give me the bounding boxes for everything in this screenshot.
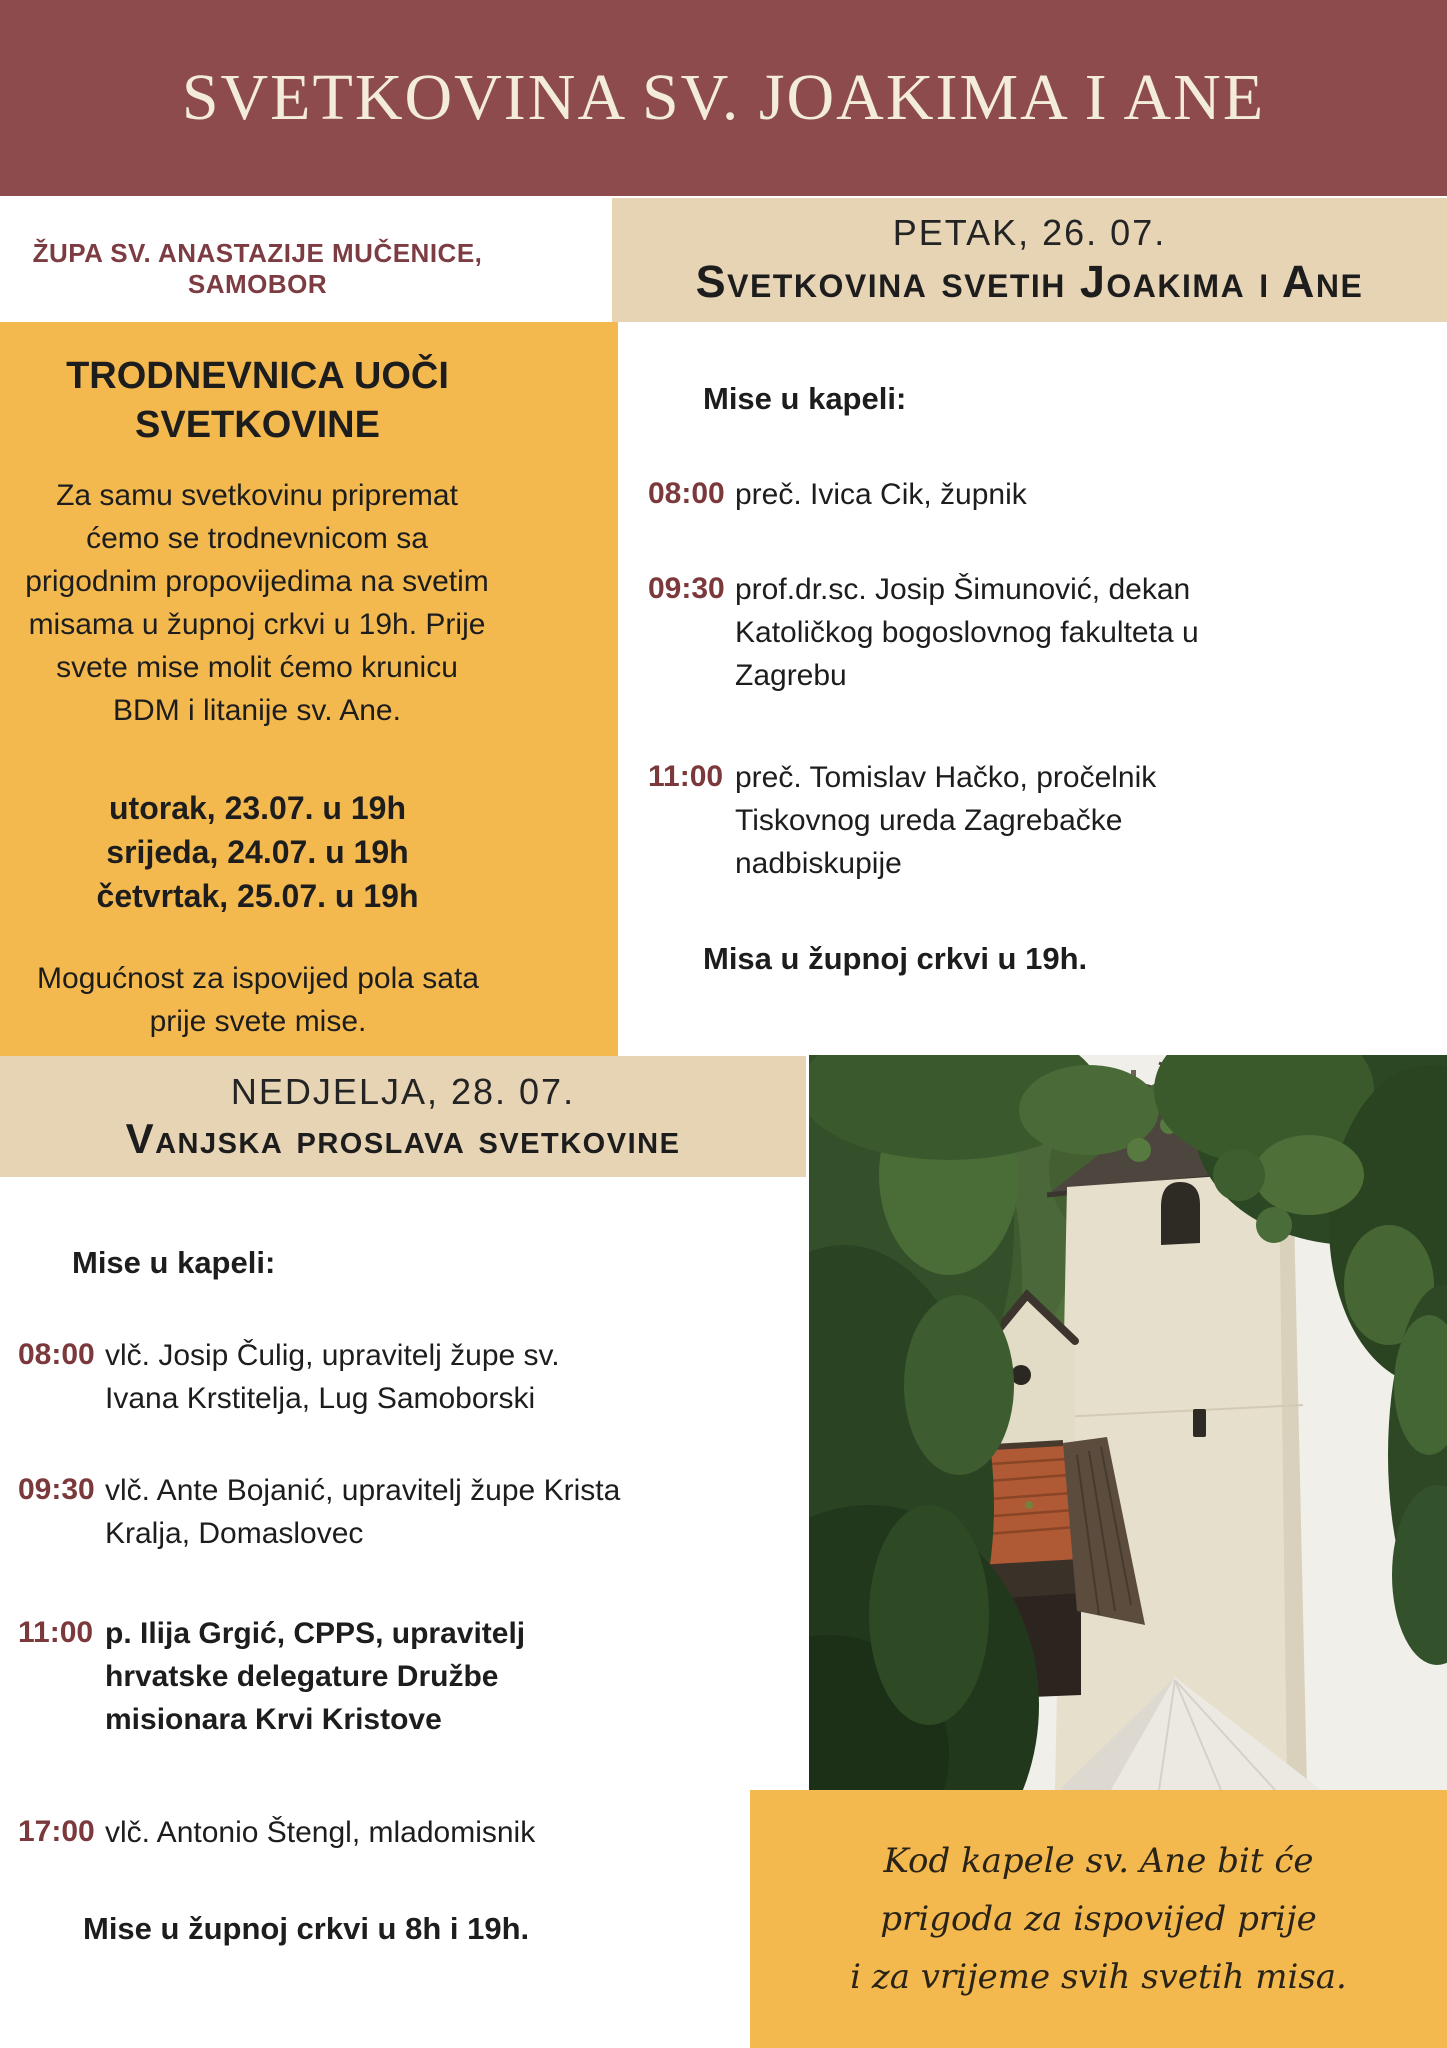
mass-time: 08:00 [648,477,725,510]
friday-masses-heading: Mise u kapeli: [703,381,907,416]
mass-celebrant: vlč. Ante Bojanić, upravitelj župe Krista Kralja, Domaslovec [105,1474,621,1550]
mass-time: 11:00 [18,1616,94,1649]
confession-before-mass-note: Mogućnost za ispovijed pola sata prije svete mise. [37,962,479,1038]
mass-time: 17:00 [18,1815,95,1848]
sunday-header-inner [18,1071,788,1163]
confession-note-line: Kod kapele sv. Ane bit će [883,1841,1314,1881]
mass-time: 11:00 [648,760,724,793]
poster-title: SVETKOVINA SV. JOAKIMA I ANE [181,61,1266,134]
triduum-date: srijeda, 24.07. u 19h [106,834,409,870]
mass-time: 08:00 [18,1338,95,1371]
confession-note-line: prigoda za ispovijed prije [880,1899,1317,1939]
friday-subtitle: Svetkovina svetih Joakima i Ane [695,256,1364,307]
sunday-parish-church-masses: Mise u župnoj crkvi u 8h i 19h. [83,1911,530,1946]
friday-header-band [612,198,1447,322]
sunday-subtitle: Vanjska proslava svetkovine [125,1114,681,1162]
triduum-dates [0,786,515,918]
triduum-heading: TRODNEVNICA UOČI SVETKOVINE [66,355,449,446]
mass-celebrant: preč. Ivica Cik, župnik [735,478,1027,511]
mass-celebrant: p. Ilija Grgić, CPPS, upravitelj hrvatske delegature Družbe misionara Krvi Kristove [105,1617,526,1736]
mass-time: 09:30 [648,572,725,605]
chapel-of-st-anne-photo [809,1055,1447,1790]
title-band [0,0,1447,196]
sunday-masses-heading: Mise u kapeli: [72,1245,276,1280]
sunday-date: NEDJELJA, 28. 07. [230,1070,576,1112]
parish-name: ŽUPA SV. ANASTAZIJE MUČENICE, SAMOBOR [32,238,483,299]
confession-note-line: i za vrijeme svih svetih misa. [850,1957,1347,1997]
confession-note-box [750,1790,1447,2048]
friday-parish-church-mass: Misa u župnoj crkvi u 19h. [703,941,1088,976]
triduum-date: utorak, 23.07. u 19h [108,790,406,826]
friday-date: PETAK, 26. 07. [892,212,1167,253]
triduum-body: Za samu svetkovinu pripremat ćemo se trodnevnicom sa prigodnim propovijedima na svetim misama u župnoj crkvi u 19h. Prije svete mise molit ćemo krunicu BDM i litanije sv. Ane. [25,479,489,727]
mass-celebrant: prof.dr.sc. Josip Šimunović, dekan Katoličkog bogoslovnog fakulteta u Zagrebu [735,573,1199,692]
mass-celebrant: vlč. Antonio Štengl, mladomisnik [105,1816,536,1849]
mass-celebrant: vlč. Josip Čulig, upravitelj župe sv. Ivana Krstitelja, Lug Samoborski [105,1339,560,1415]
triduum-date: četvrtak, 25.07. u 19h [96,878,419,914]
sunday-header-band [0,1056,806,1177]
mass-celebrant: preč. Tomislav Hačko, pročelnik Tiskovnog ureda Zagrebačke nadbiskupije [735,761,1157,880]
mass-time: 09:30 [18,1473,95,1506]
